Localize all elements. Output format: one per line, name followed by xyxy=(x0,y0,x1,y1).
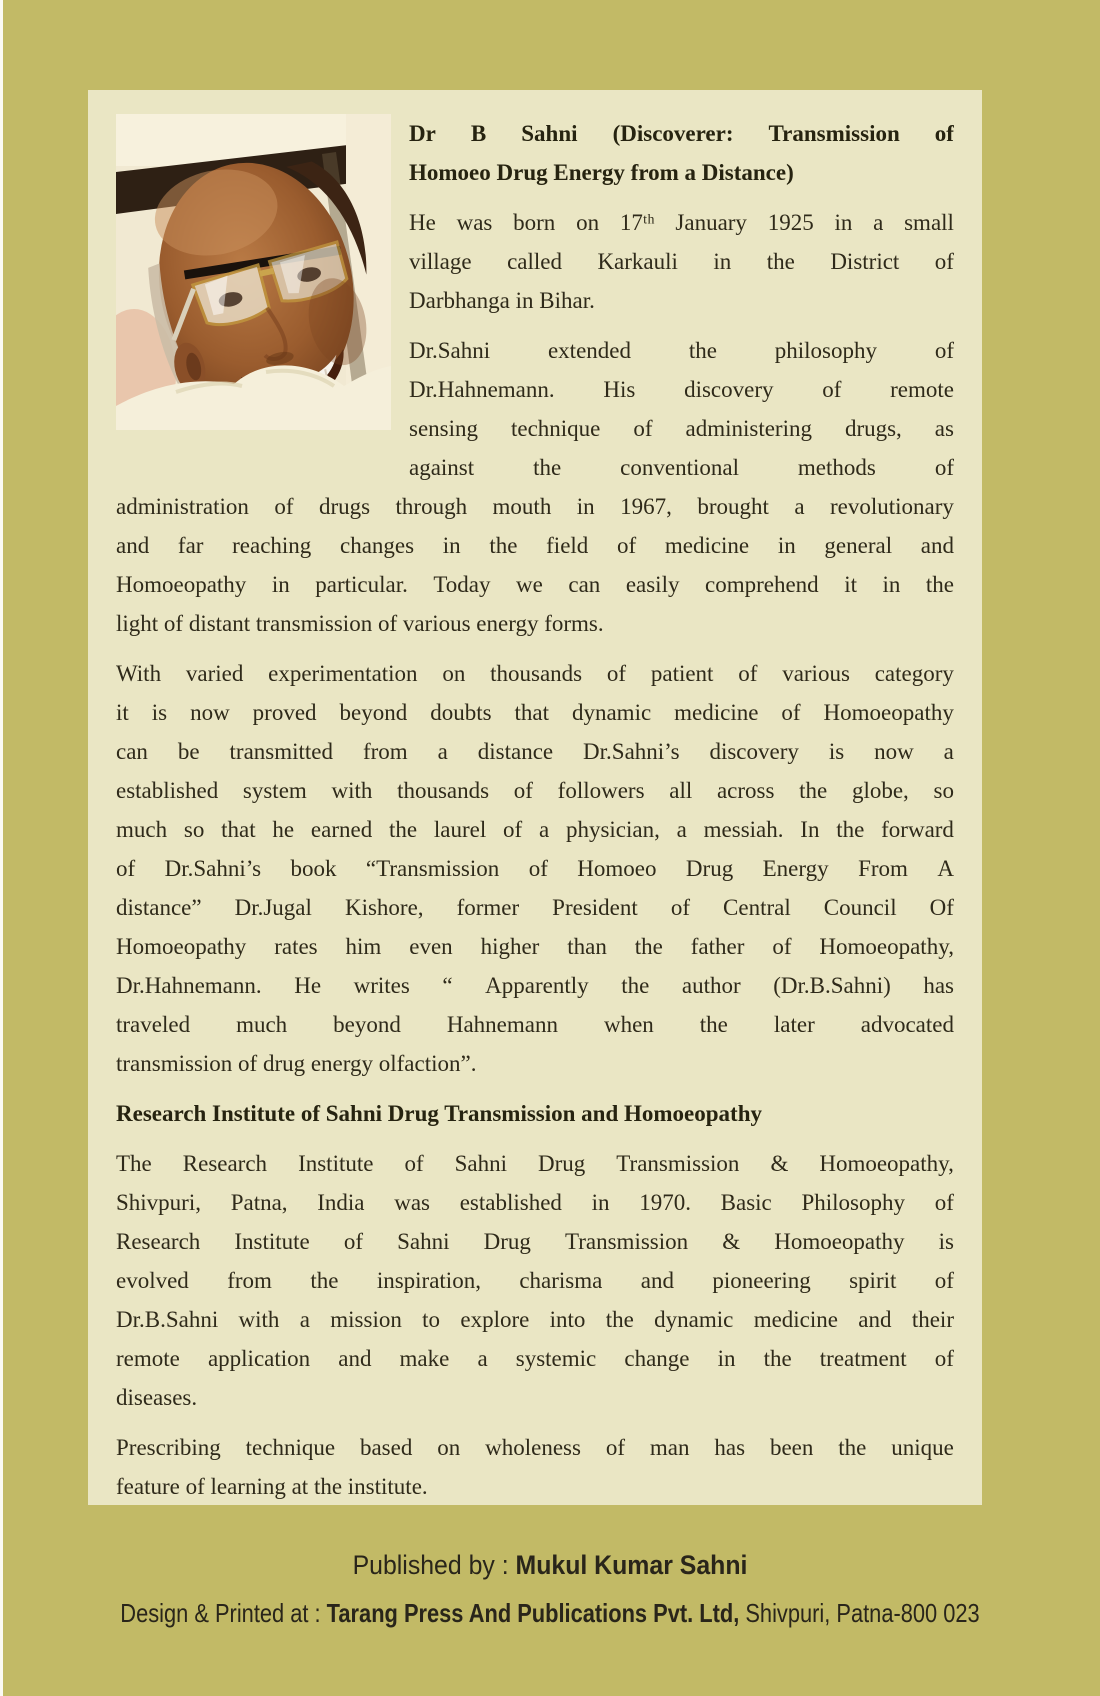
portrait-photo-illustration xyxy=(116,114,391,430)
text-line: remote application and make a systemic change in the treatment of xyxy=(116,1346,954,1371)
published-by-label: Published by : xyxy=(352,1550,516,1580)
text-line: it is now proved beyond doubts that dynamic medicine of Homoeopathy xyxy=(116,700,954,725)
text-line: Dr.Sahni extended the philosophy of xyxy=(409,338,954,363)
bio-panel xyxy=(88,90,982,1505)
text-line: and far reaching changes in the field of medicine in general and xyxy=(116,533,954,558)
text-line: of Dr.Sahni’s book “Transmission of Homoeo Drug Energy From A xyxy=(116,856,954,881)
text-line: traveled much beyond Hahnemann when the later advocated xyxy=(116,1012,954,1037)
imprint-footer xyxy=(0,1548,1100,1630)
text-line: Research Institute of Sahni Drug Transmission and Homoeopathy xyxy=(116,1101,762,1126)
text-line: village called Karkauli in the District of xyxy=(409,249,954,274)
text-line: light of distant transmission of various energy forms. xyxy=(116,611,604,636)
text-line: evolved from the inspiration, charisma and pioneering spirit of xyxy=(116,1268,954,1293)
text-line: sensing technique of administering drugs, as xyxy=(409,416,954,441)
text-line: administration of drugs through mouth in 1967, brought a revolutionary xyxy=(116,494,954,519)
text-line: transmission of drug energy olfaction”. xyxy=(116,1051,477,1076)
text-line: The Research Institute of Sahni Drug Transmission & Homoeopathy, xyxy=(116,1151,954,1176)
text-line: Dr B Sahni (Discoverer: Transmission of xyxy=(409,121,954,146)
text-line: distance” Dr.Jugal Kishore, former President of Central Council Of xyxy=(116,895,954,920)
text-line: Homoeopathy in particular. Today we can easily comprehend it in the xyxy=(116,572,954,597)
press-address: Shivpuri, Patna-800 023 xyxy=(739,1598,980,1628)
printed-at-line xyxy=(88,1596,1012,1630)
text-line: diseases. xyxy=(116,1385,198,1410)
printed-at-label: Design & Printed at : xyxy=(120,1598,327,1628)
text-line: Research Institute of Sahni Drug Transmission & Homoeopathy is xyxy=(116,1229,954,1254)
experimentation-paragraph xyxy=(116,654,954,1083)
text-line: Dr.Hahnemann. He writes “ Apparently the author (Dr.B.Sahni) has xyxy=(116,973,954,998)
text-line: Dr.Hahnemann. His discovery of remote xyxy=(409,377,954,402)
text-line: much so that he earned the laurel of a physician, a messiah. In the forward xyxy=(116,817,954,842)
text-line: Prescribing technique based on wholeness of man has been the unique xyxy=(116,1435,954,1460)
text-line: With varied experimentation on thousands of patient of various category xyxy=(116,661,954,686)
text-line: Homoeopathy rates him even higher than the father of Homoeopathy, xyxy=(116,934,954,959)
text-line: feature of learning at the institute. xyxy=(116,1474,428,1499)
portrait-photo xyxy=(116,114,391,430)
text-line: Shivpuri, Patna, India was established in 1970. Basic Philosophy of xyxy=(116,1190,954,1215)
text-line: He was born on 17ᵗʰ January 1925 in a small xyxy=(409,210,954,235)
publisher-name: Mukul Kumar Sahni xyxy=(515,1550,748,1580)
published-by-line xyxy=(44,1548,1056,1582)
left-edge-strip xyxy=(0,0,3,1696)
text-line: Darbhanga in Bihar. xyxy=(409,288,595,313)
institute-heading xyxy=(116,1094,954,1133)
prescribing-paragraph xyxy=(116,1428,954,1506)
text-line: Dr.B.Sahni with a mission to explore into the dynamic medicine and their xyxy=(116,1307,954,1332)
text-line: established system with thousands of followers all across the globe, so xyxy=(116,778,954,803)
text-line: can be transmitted from a distance Dr.Sahni’s discovery is now a xyxy=(116,739,954,764)
text-line: Homoeo Drug Energy from a Distance) xyxy=(409,160,794,185)
institute-paragraph xyxy=(116,1144,954,1417)
text-line: against the conventional methods of xyxy=(409,455,954,480)
press-name: Tarang Press And Publications Pvt. Ltd, xyxy=(326,1598,740,1628)
